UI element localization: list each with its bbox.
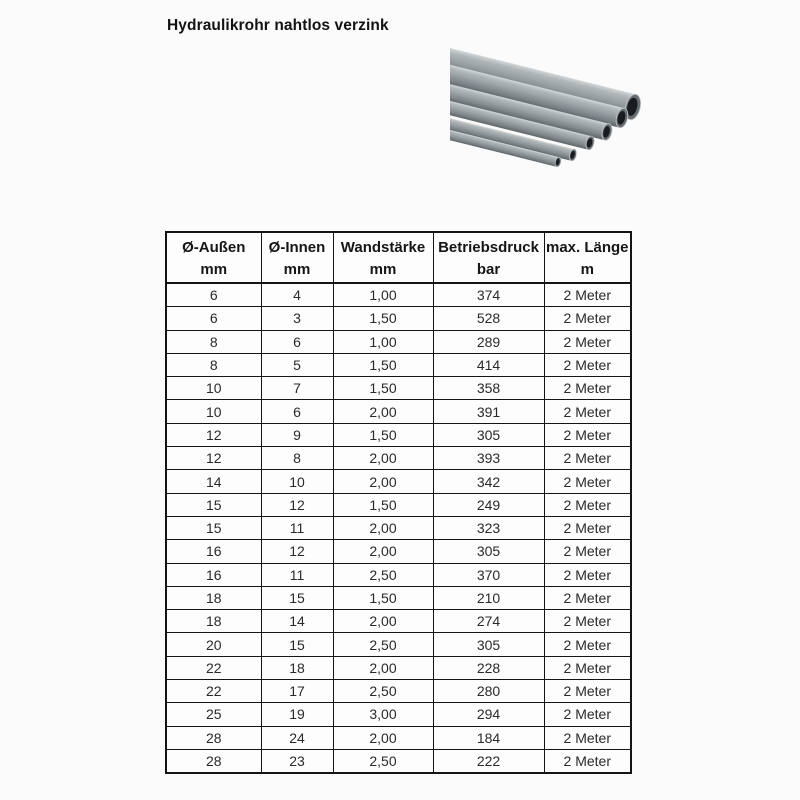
table-cell: 358 <box>433 377 544 400</box>
table-row <box>166 656 631 679</box>
table-cell: 2,00 <box>333 516 433 539</box>
table-cell: 12 <box>261 493 333 516</box>
column-label: Ø-Außen <box>182 238 246 256</box>
table-row <box>166 749 631 773</box>
table-cell: 2 Meter <box>544 540 631 563</box>
column-label: max. Länge <box>545 238 629 256</box>
table-cell: 2 Meter <box>544 377 631 400</box>
table-cell: 20 <box>166 633 261 656</box>
table-cell: 391 <box>433 400 544 423</box>
table-cell: 22 <box>166 680 261 703</box>
table-cell: 2 Meter <box>544 680 631 703</box>
table-cell: 2,50 <box>333 749 433 773</box>
table-row <box>166 563 631 586</box>
column-header-wall-thickness <box>333 232 433 283</box>
table-row <box>166 330 631 353</box>
table-row <box>166 283 631 307</box>
table-cell: 305 <box>433 540 544 563</box>
table-cell: 15 <box>261 586 333 609</box>
table-cell: 24 <box>261 726 333 749</box>
header-row <box>166 232 631 283</box>
table-cell: 7 <box>261 377 333 400</box>
table-row <box>166 377 631 400</box>
table-row <box>166 540 631 563</box>
table-cell: 342 <box>433 470 544 493</box>
table-cell: 1,50 <box>333 586 433 609</box>
table-cell: 18 <box>166 610 261 633</box>
page-title: Hydraulikrohr nahtlos verzink <box>167 17 389 34</box>
table-cell: 2,00 <box>333 726 433 749</box>
table-cell: 8 <box>261 447 333 470</box>
table-cell: 25 <box>166 703 261 726</box>
table-cell: 2 Meter <box>544 610 631 633</box>
table-cell: 2,00 <box>333 656 433 679</box>
table-cell: 528 <box>433 307 544 330</box>
table-cell: 2 Meter <box>544 353 631 376</box>
table-cell: 2 Meter <box>544 586 631 609</box>
table-cell: 12 <box>261 540 333 563</box>
table-cell: 3 <box>261 307 333 330</box>
table-cell: 274 <box>433 610 544 633</box>
table-cell: 2 Meter <box>544 307 631 330</box>
table-cell: 8 <box>166 330 261 353</box>
table-row <box>166 586 631 609</box>
table-cell: 5 <box>261 353 333 376</box>
table-cell: 2,00 <box>333 470 433 493</box>
table-cell: 1,50 <box>333 307 433 330</box>
table-cell: 249 <box>433 493 544 516</box>
table-cell: 1,50 <box>333 353 433 376</box>
table-cell: 289 <box>433 330 544 353</box>
table-cell: 16 <box>166 540 261 563</box>
column-unit: bar <box>476 260 501 278</box>
table-cell: 10 <box>166 377 261 400</box>
table-row <box>166 633 631 656</box>
table-cell: 12 <box>166 447 261 470</box>
table-cell: 9 <box>261 423 333 446</box>
column-unit: m <box>580 260 594 278</box>
table-cell: 1,50 <box>333 493 433 516</box>
table-cell: 323 <box>433 516 544 539</box>
table-row <box>166 307 631 330</box>
column-header-max-length <box>544 232 631 283</box>
column-label: Wandstärke <box>340 238 426 256</box>
table-cell: 15 <box>261 633 333 656</box>
table-cell: 2 Meter <box>544 703 631 726</box>
steel-pipes-photo <box>450 32 650 192</box>
table-cell: 10 <box>166 400 261 423</box>
table-row <box>166 447 631 470</box>
table-cell: 228 <box>433 656 544 679</box>
table-cell: 4 <box>261 283 333 307</box>
table-cell: 2 Meter <box>544 726 631 749</box>
table-row <box>166 516 631 539</box>
table-cell: 2 Meter <box>544 563 631 586</box>
column-unit: mm <box>369 260 397 278</box>
column-unit: mm <box>200 260 228 278</box>
table-row <box>166 726 631 749</box>
table-cell: 11 <box>261 563 333 586</box>
table-cell: 14 <box>261 610 333 633</box>
table-cell: 2 Meter <box>544 400 631 423</box>
table-cell: 23 <box>261 749 333 773</box>
table-cell: 1,50 <box>333 423 433 446</box>
table-row <box>166 400 631 423</box>
table-cell: 2,50 <box>333 680 433 703</box>
table-cell: 2,00 <box>333 447 433 470</box>
table-cell: 28 <box>166 726 261 749</box>
table-cell: 18 <box>166 586 261 609</box>
table-cell: 3,00 <box>333 703 433 726</box>
table-cell: 2 Meter <box>544 423 631 446</box>
table-cell: 280 <box>433 680 544 703</box>
column-unit: mm <box>283 260 311 278</box>
table-cell: 305 <box>433 633 544 656</box>
table-cell: 2 Meter <box>544 749 631 773</box>
column-header-operating-pressure <box>433 232 544 283</box>
table-cell: 1,00 <box>333 283 433 307</box>
table-cell: 18 <box>261 656 333 679</box>
table-row <box>166 610 631 633</box>
table-cell: 1,50 <box>333 377 433 400</box>
table-cell: 393 <box>433 447 544 470</box>
table-cell: 11 <box>261 516 333 539</box>
table-cell: 294 <box>433 703 544 726</box>
table-cell: 2 Meter <box>544 493 631 516</box>
table-row <box>166 680 631 703</box>
table-cell: 414 <box>433 353 544 376</box>
table-cell: 28 <box>166 749 261 773</box>
column-label: Betriebsdruck <box>438 238 539 256</box>
table-cell: 6 <box>261 330 333 353</box>
column-label: Ø-Innen <box>268 238 326 256</box>
table-cell: 2 Meter <box>544 330 631 353</box>
table-cell: 2,00 <box>333 610 433 633</box>
table-cell: 210 <box>433 586 544 609</box>
table-row <box>166 353 631 376</box>
table-cell: 2,50 <box>333 633 433 656</box>
table-cell: 2 Meter <box>544 633 631 656</box>
table-cell: 19 <box>261 703 333 726</box>
table-cell: 6 <box>166 307 261 330</box>
table-row <box>166 493 631 516</box>
table-row <box>166 703 631 726</box>
table-cell: 2 Meter <box>544 656 631 679</box>
table-cell: 8 <box>166 353 261 376</box>
table-cell: 222 <box>433 749 544 773</box>
table-cell: 2 Meter <box>544 516 631 539</box>
table-cell: 16 <box>166 563 261 586</box>
table-cell: 2 Meter <box>544 447 631 470</box>
spec-table <box>165 231 632 774</box>
table-cell: 12 <box>166 423 261 446</box>
table-cell: 17 <box>261 680 333 703</box>
table-cell: 6 <box>166 283 261 307</box>
table-cell: 2 Meter <box>544 283 631 307</box>
table-cell: 14 <box>166 470 261 493</box>
table-cell: 15 <box>166 493 261 516</box>
column-header-outer-diameter <box>166 232 261 283</box>
table-cell: 2,00 <box>333 540 433 563</box>
table-cell: 2,00 <box>333 400 433 423</box>
table-cell: 10 <box>261 470 333 493</box>
table-cell: 184 <box>433 726 544 749</box>
table-cell: 22 <box>166 656 261 679</box>
table-cell: 2 Meter <box>544 470 631 493</box>
table-cell: 15 <box>166 516 261 539</box>
table-cell: 6 <box>261 400 333 423</box>
table-row <box>166 470 631 493</box>
column-header-inner-diameter <box>261 232 333 283</box>
table-row <box>166 423 631 446</box>
table-body <box>166 283 631 773</box>
table-cell: 305 <box>433 423 544 446</box>
table-cell: 370 <box>433 563 544 586</box>
table-cell: 374 <box>433 283 544 307</box>
table-cell: 2,50 <box>333 563 433 586</box>
table-cell: 1,00 <box>333 330 433 353</box>
